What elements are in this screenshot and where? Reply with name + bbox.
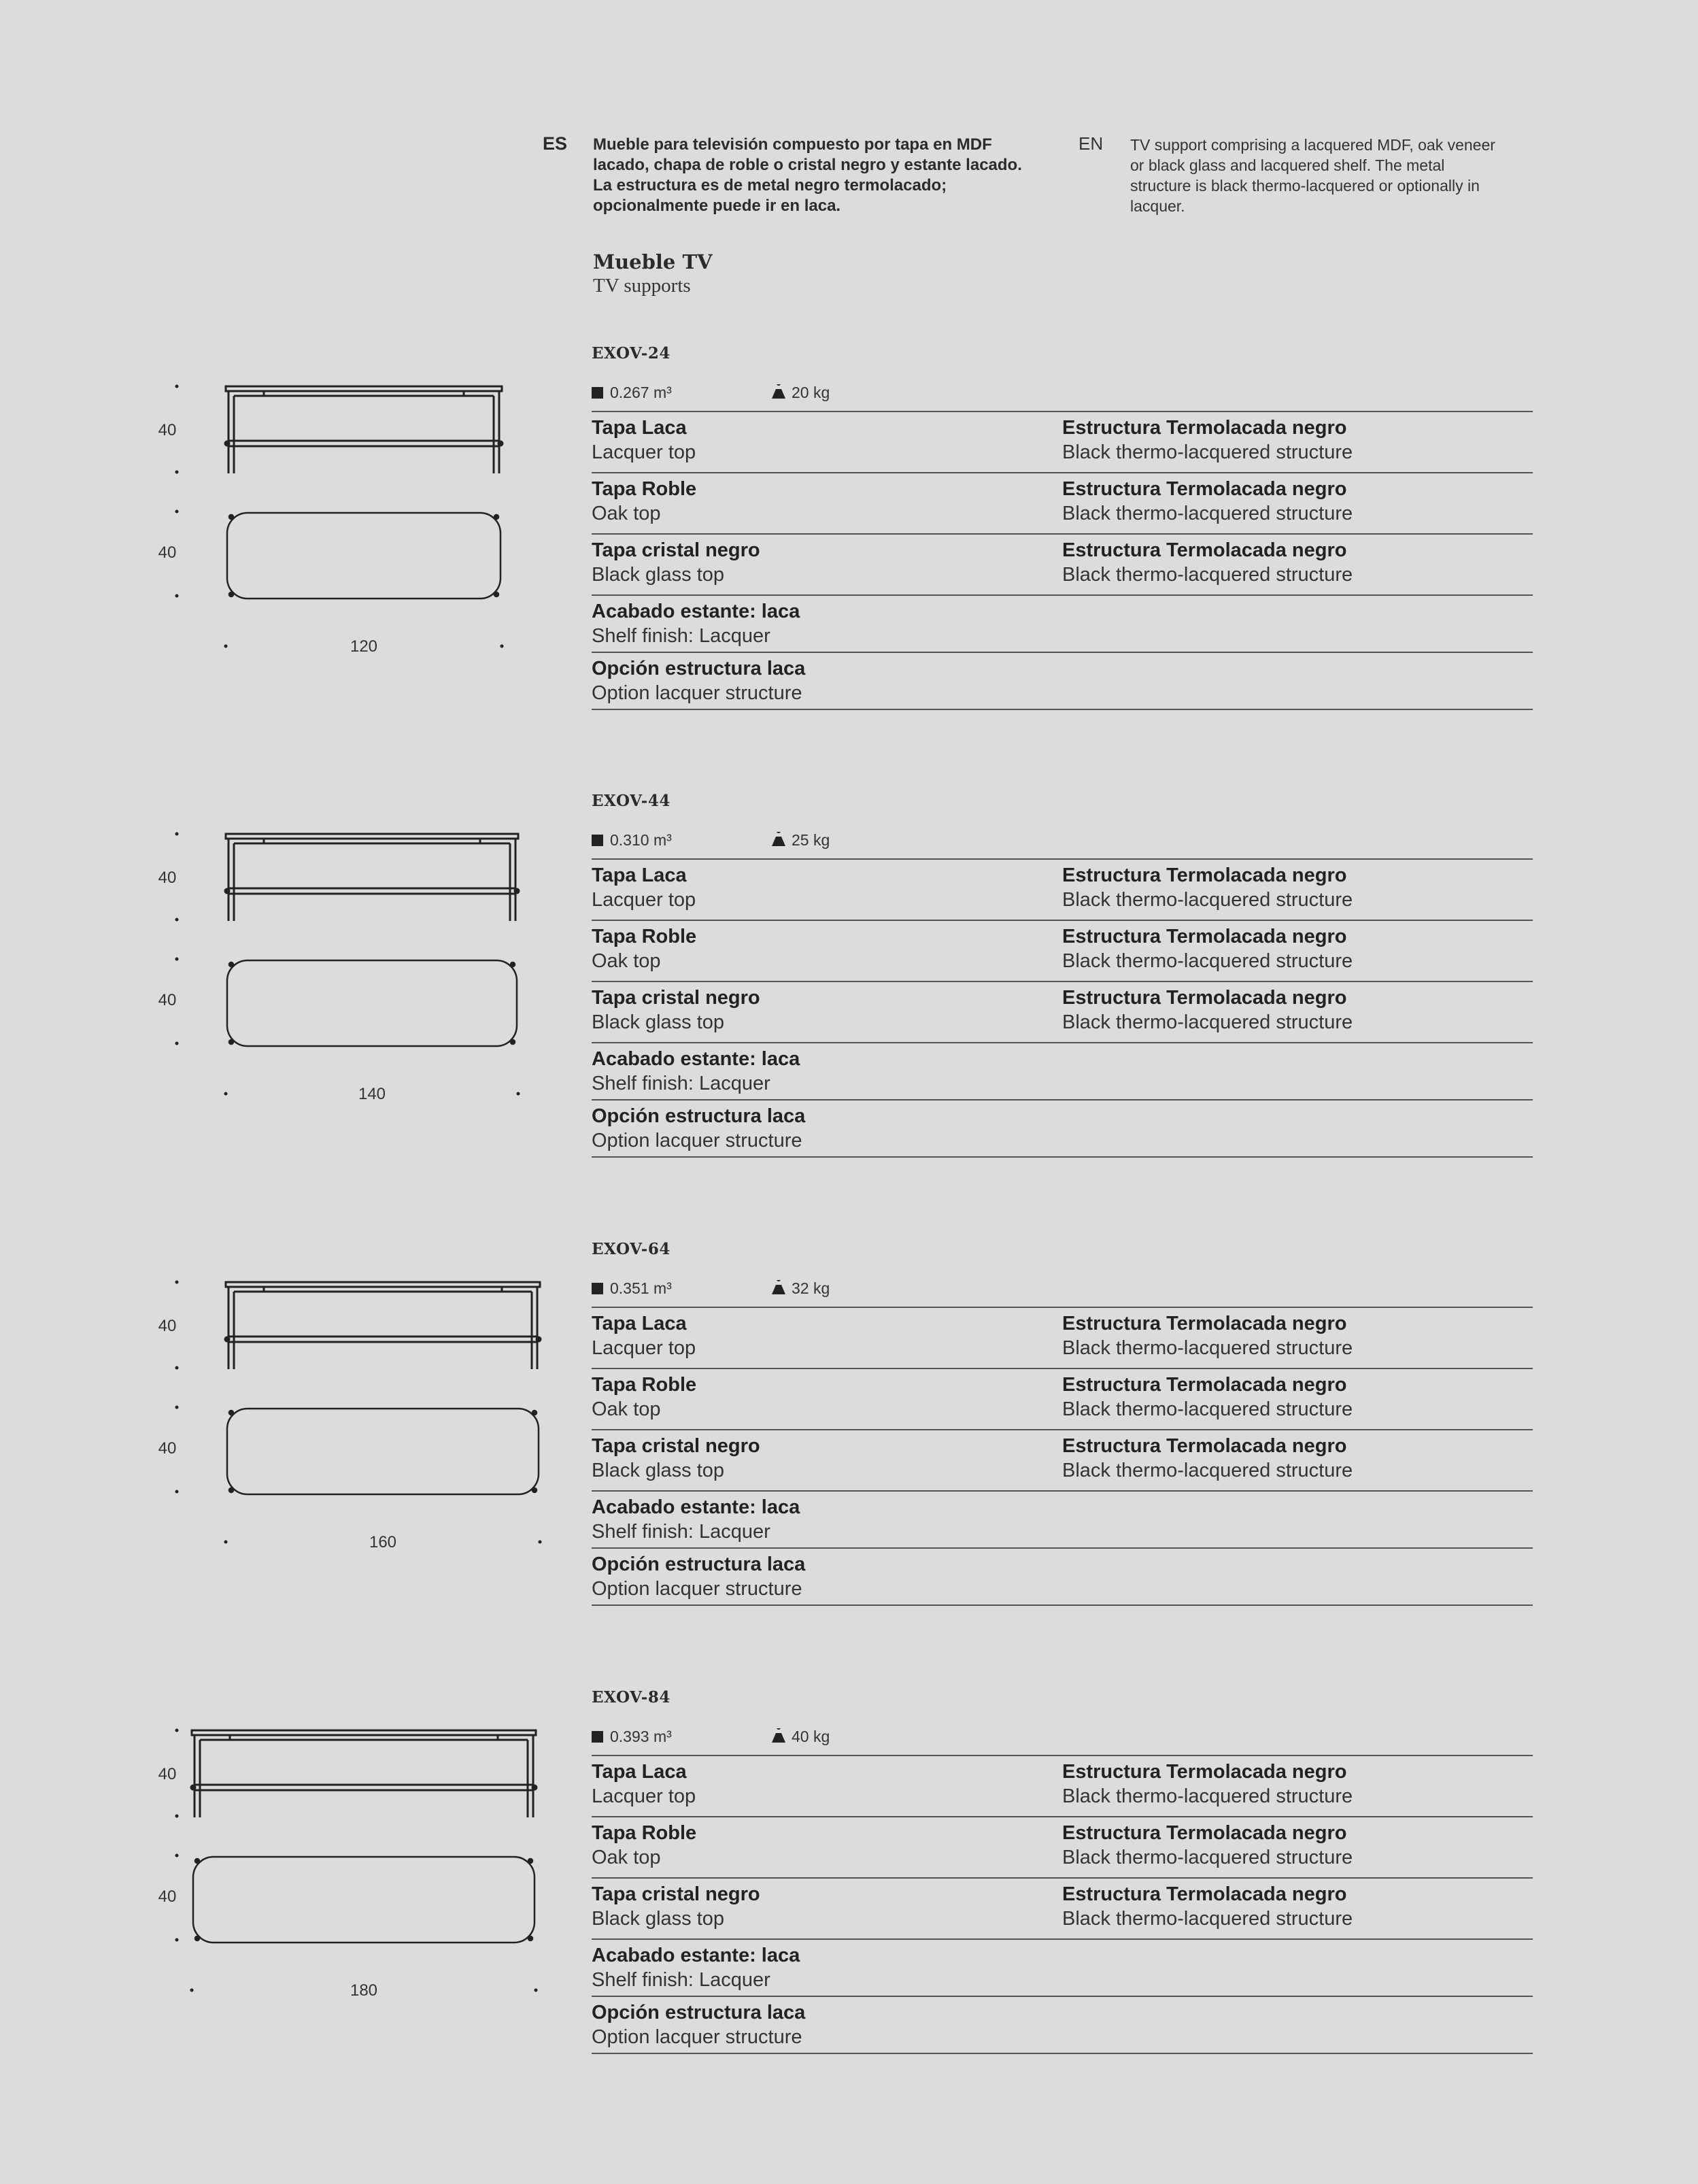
width-dimension: 140	[358, 1085, 386, 1103]
structure-label-en: Black thermo-lacquered structure	[1062, 564, 1353, 586]
finish-cell	[592, 1760, 696, 1809]
spec-row	[592, 1043, 1533, 1101]
structure-label-en: Black thermo-lacquered structure	[1062, 503, 1353, 524]
weight-value: 32 kg	[792, 1279, 830, 1297]
structure-label-es: Estructura Termolacada negro	[1062, 987, 1347, 1009]
finish-cell	[592, 2000, 805, 2049]
finish-label-es: Tapa cristal negro	[592, 987, 760, 1009]
page-subtitle: TV supports	[593, 275, 691, 297]
structure-label-en: Black thermo-lacquered structure	[1062, 1337, 1353, 1359]
structure-label-en: Black thermo-lacquered structure	[1062, 1908, 1353, 1930]
spec-row	[592, 473, 1533, 535]
spanish-tag: ES	[543, 133, 568, 154]
finish-label-en: Lacquer top	[592, 1337, 696, 1359]
weight-value: 40 kg	[792, 1728, 830, 1745]
finish-label-en: Oak top	[592, 950, 661, 972]
front-elevation	[225, 834, 519, 921]
volume-value: 0.393 m³	[610, 1728, 672, 1745]
volume-value: 0.351 m³	[610, 1279, 672, 1297]
finish-label-es: Opción estructura laca	[592, 1105, 806, 1127]
finish-cell	[592, 477, 696, 526]
product-section	[0, 1240, 1698, 1621]
product-meta	[592, 831, 1000, 852]
structure-label-en: Black thermo-lacquered structure	[1062, 889, 1353, 911]
dimension-markers	[175, 385, 504, 648]
spec-row	[592, 1940, 1533, 1997]
structure-cell	[1062, 924, 1353, 973]
product-code: EXOV-24	[592, 344, 670, 363]
cube-icon	[592, 835, 603, 846]
spec-row	[592, 596, 1533, 653]
width-dimension: 180	[350, 1981, 378, 2000]
finish-label-es: Acabado estante: laca	[592, 601, 800, 622]
product-code: EXOV-84	[592, 1688, 670, 1707]
finish-label-es: Tapa cristal negro	[592, 1883, 760, 1905]
finish-cell	[592, 1495, 800, 1544]
spec-row	[592, 1308, 1533, 1369]
finish-label-en: Black glass top	[592, 1908, 725, 1930]
finish-cell	[592, 1434, 760, 1483]
product-code: EXOV-64	[592, 1240, 670, 1258]
structure-cell	[1062, 1882, 1353, 1931]
finish-label-es: Tapa Laca	[592, 1313, 687, 1334]
finish-label-en: Lacquer top	[592, 441, 696, 463]
dimension-markers	[175, 833, 520, 1096]
structure-label-es: Estructura Termolacada negro	[1062, 1761, 1347, 1783]
finish-label-en: Black glass top	[592, 564, 725, 586]
weight-icon	[771, 1728, 786, 1743]
finish-label-en: Oak top	[592, 1398, 661, 1420]
finish-label-en: Black glass top	[592, 1460, 725, 1481]
structure-cell	[1062, 1821, 1353, 1870]
structure-label-es: Estructura Termolacada negro	[1062, 1435, 1347, 1457]
product-section	[0, 1688, 1698, 2069]
spec-row	[592, 535, 1533, 596]
spec-row	[592, 1549, 1533, 1606]
finish-label-en: Option lacquer structure	[592, 2026, 802, 2048]
spec-row	[592, 1492, 1533, 1549]
spec-row	[592, 1369, 1533, 1430]
width-dimension: 160	[369, 1533, 397, 1551]
product-meta	[592, 1728, 1000, 1748]
finish-label-en: Oak top	[592, 1847, 661, 1868]
height-dimension: 40	[158, 1317, 177, 1335]
depth-dimension: 40	[158, 1887, 177, 1906]
technical-drawing-svg	[0, 1688, 558, 2069]
weight-icon	[771, 384, 786, 399]
product-section	[0, 792, 1698, 1173]
spec-row	[592, 1997, 1533, 2054]
finish-label-en: Oak top	[592, 503, 661, 524]
finish-cell	[592, 1943, 800, 1992]
finish-label-en: Lacquer top	[592, 889, 696, 911]
finish-cell	[592, 1104, 805, 1153]
finish-label-es: Opción estructura laca	[592, 2002, 806, 2023]
width-dimension: 120	[350, 637, 378, 656]
structure-cell	[1062, 416, 1353, 465]
spec-table	[592, 1307, 1533, 1606]
finish-cell	[592, 863, 696, 912]
structure-cell	[1062, 1311, 1353, 1360]
weight-value: 20 kg	[792, 384, 830, 401]
finish-label-en: Shelf finish: Lacquer	[592, 625, 770, 647]
product-drawing	[0, 344, 558, 725]
front-elevation	[225, 386, 503, 473]
structure-label-es: Estructura Termolacada negro	[1062, 926, 1347, 947]
height-dimension: 40	[158, 1765, 177, 1783]
volume-value: 0.310 m³	[610, 831, 672, 849]
structure-label-es: Estructura Termolacada negro	[1062, 1883, 1347, 1905]
finish-label-es: Tapa cristal negro	[592, 1435, 760, 1457]
finish-label-en: Black glass top	[592, 1011, 725, 1033]
finish-label-en: Shelf finish: Lacquer	[592, 1073, 770, 1094]
structure-label-en: Black thermo-lacquered structure	[1062, 1011, 1353, 1033]
volume-value: 0.267 m³	[610, 384, 672, 401]
spec-row	[592, 412, 1533, 473]
finish-cell	[592, 1047, 800, 1096]
finish-label-en: Shelf finish: Lacquer	[592, 1969, 770, 1991]
spec-table	[592, 1755, 1533, 2054]
finish-label-es: Tapa Laca	[592, 1761, 687, 1783]
spec-row	[592, 1756, 1533, 1817]
spec-row	[592, 1430, 1533, 1492]
weight-icon	[771, 832, 786, 847]
front-elevation	[225, 1282, 541, 1369]
finish-cell	[592, 1373, 696, 1422]
intro-section	[543, 133, 1535, 310]
structure-label-en: Black thermo-lacquered structure	[1062, 1785, 1353, 1807]
structure-label-es: Estructura Termolacada negro	[1062, 1822, 1347, 1844]
finish-label-es: Opción estructura laca	[592, 1553, 806, 1575]
spec-row	[592, 1879, 1533, 1940]
structure-label-en: Black thermo-lacquered structure	[1062, 1847, 1353, 1868]
finish-label-es: Acabado estante: laca	[592, 1945, 800, 1966]
finish-cell	[592, 1821, 696, 1870]
spec-table	[592, 411, 1533, 710]
english-description: TV support comprising a lacquered MDF, oak veneer or black glass and lacquered shelf. The metal structure is black thermo-lacquered or optionally in lacquer.	[1130, 136, 1495, 215]
technical-drawing-svg	[0, 1240, 558, 1621]
finish-cell	[592, 924, 696, 973]
finish-cell	[592, 416, 696, 465]
front-elevation	[191, 1730, 537, 1817]
finish-label-es: Tapa Roble	[592, 478, 697, 500]
cube-icon	[592, 387, 603, 399]
weight-value: 25 kg	[792, 831, 830, 849]
finish-label-en: Shelf finish: Lacquer	[592, 1521, 770, 1543]
finish-label-es: Tapa cristal negro	[592, 539, 760, 561]
finish-label-es: Tapa Roble	[592, 1374, 697, 1396]
finish-cell	[592, 986, 760, 1035]
spec-row	[592, 1817, 1533, 1879]
finish-label-en: Lacquer top	[592, 1785, 696, 1807]
finish-cell	[592, 538, 760, 587]
finish-label-es: Opción estructura laca	[592, 658, 806, 679]
spec-row	[592, 860, 1533, 921]
finish-label-es: Tapa Roble	[592, 926, 697, 947]
structure-label-es: Estructura Termolacada negro	[1062, 417, 1347, 439]
spec-table	[592, 858, 1533, 1158]
page-title: Mueble TV	[593, 250, 713, 273]
finish-label-en: Option lacquer structure	[592, 682, 802, 704]
plan-view	[227, 960, 517, 1046]
structure-label-es: Estructura Termolacada negro	[1062, 539, 1347, 561]
finish-cell	[592, 1552, 805, 1601]
finish-label-en: Option lacquer structure	[592, 1578, 802, 1600]
height-dimension: 40	[158, 421, 177, 439]
weight-icon	[771, 1280, 786, 1295]
structure-cell	[1062, 477, 1353, 526]
finish-label-es: Tapa Roble	[592, 1822, 697, 1844]
finish-label-es: Tapa Laca	[592, 417, 687, 439]
structure-label-en: Black thermo-lacquered structure	[1062, 1398, 1353, 1420]
structure-label-en: Black thermo-lacquered structure	[1062, 950, 1353, 972]
depth-dimension: 40	[158, 991, 177, 1009]
structure-label-es: Estructura Termolacada negro	[1062, 1313, 1347, 1334]
finish-label-es: Tapa Laca	[592, 864, 687, 886]
product-drawing	[0, 1240, 558, 1621]
structure-label-en: Black thermo-lacquered structure	[1062, 441, 1353, 463]
finish-cell	[592, 599, 800, 648]
structure-label-es: Estructura Termolacada negro	[1062, 1374, 1347, 1396]
dimension-markers	[175, 1729, 538, 1992]
finish-cell	[592, 1882, 760, 1931]
structure-cell	[1062, 1373, 1353, 1422]
spec-row	[592, 982, 1533, 1043]
plan-view	[227, 1409, 539, 1494]
plan-view	[227, 513, 500, 599]
structure-label-es: Estructura Termolacada negro	[1062, 478, 1347, 500]
spec-row	[592, 1101, 1533, 1158]
finish-label-es: Acabado estante: laca	[592, 1496, 800, 1518]
structure-cell	[1062, 538, 1353, 587]
finish-label-es: Acabado estante: laca	[592, 1048, 800, 1070]
spec-row	[592, 653, 1533, 710]
structure-cell	[1062, 1434, 1353, 1483]
depth-dimension: 40	[158, 543, 177, 562]
product-drawing	[0, 1688, 558, 2069]
finish-label-en: Option lacquer structure	[592, 1130, 802, 1152]
product-code: EXOV-44	[592, 792, 670, 810]
finish-cell	[592, 656, 805, 705]
structure-cell	[1062, 986, 1353, 1035]
depth-dimension: 40	[158, 1439, 177, 1458]
spec-row	[592, 921, 1533, 982]
height-dimension: 40	[158, 869, 177, 887]
finish-cell	[592, 1311, 696, 1360]
product-section	[0, 344, 1698, 725]
spanish-description: Mueble para televisión compuesto por tapa en MDF lacado, chapa de roble o cristal negro y estante lacado. La estructura es de metal negro termolacado; opcionalmente puede ir en laca.	[593, 135, 1022, 215]
cube-icon	[592, 1731, 603, 1743]
english-tag: EN	[1079, 133, 1104, 154]
technical-drawing-svg	[0, 344, 558, 725]
cube-icon	[592, 1283, 603, 1294]
technical-drawing-svg	[0, 792, 558, 1173]
structure-label-es: Estructura Termolacada negro	[1062, 864, 1347, 886]
plan-view	[193, 1857, 534, 1943]
product-drawing	[0, 792, 558, 1173]
product-meta	[592, 384, 1000, 404]
structure-cell	[1062, 1760, 1353, 1809]
structure-label-en: Black thermo-lacquered structure	[1062, 1460, 1353, 1481]
product-meta	[592, 1279, 1000, 1300]
structure-cell	[1062, 863, 1353, 912]
